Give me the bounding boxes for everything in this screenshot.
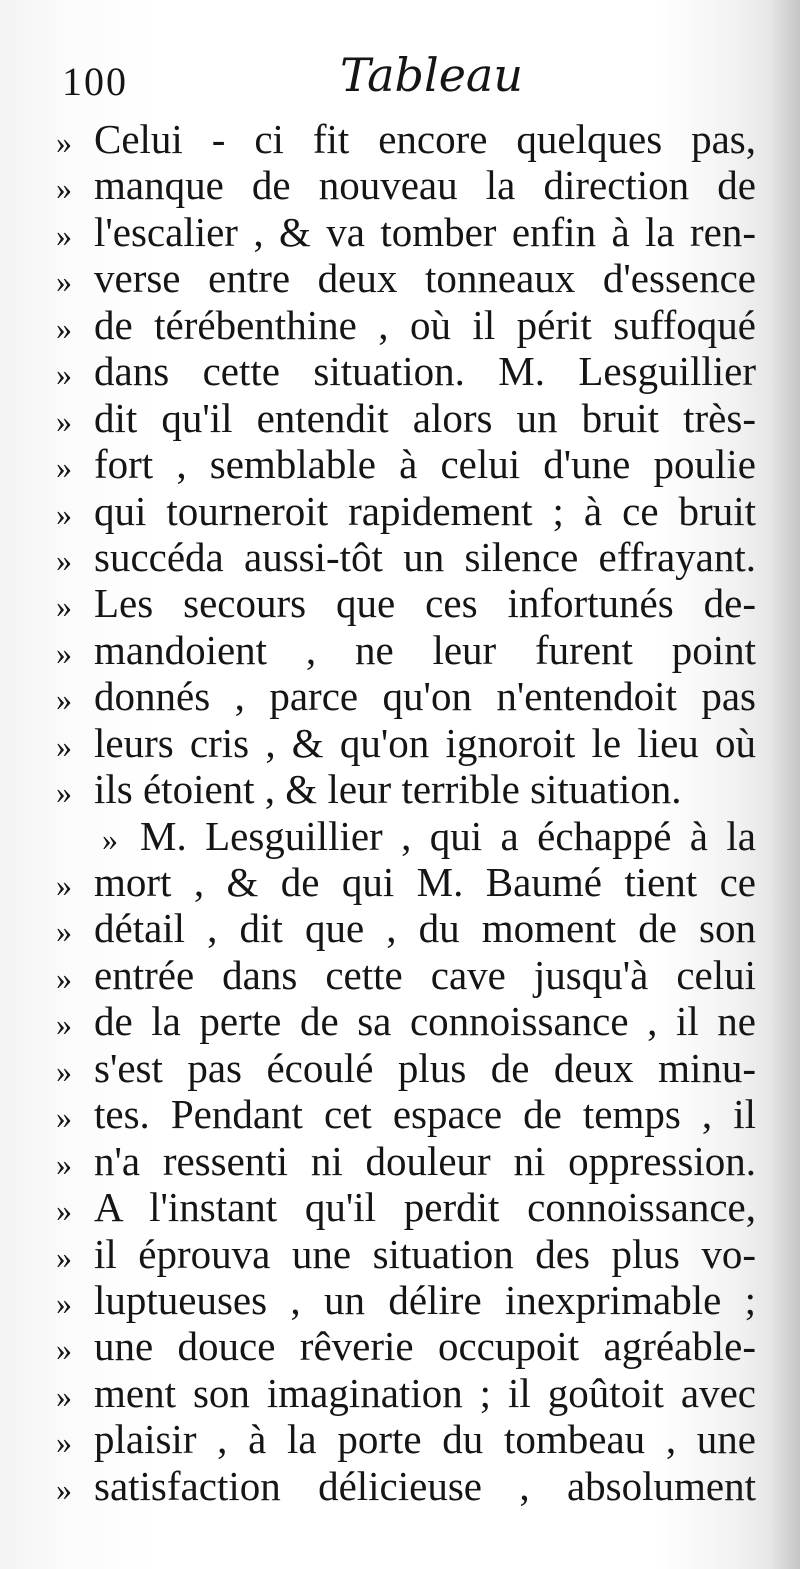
quote-mark: » xyxy=(56,1284,72,1321)
line-text: plaisir , à la porte du tombeau , une xyxy=(94,1416,756,1463)
line-text: Celui - ci fit encore quelques pas, xyxy=(94,116,756,162)
line-text: s'est pas écoulé plus de deux minu- xyxy=(94,1044,756,1091)
line-text: l'escalier , & va tomber enfin à la ren- xyxy=(94,208,756,255)
line-text: une douce rêverie occupoit agréable- xyxy=(94,1323,756,1370)
line-text: dans cette situation. M. Lesguillier xyxy=(94,348,756,395)
quote-mark: » xyxy=(56,727,72,764)
text-line xyxy=(56,580,756,626)
line-text: M. Lesguillier , qui a échappé à la xyxy=(140,812,756,859)
quote-mark: » xyxy=(56,1377,72,1414)
line-text: leurs cris , & qu'on ignoroit le lieu où xyxy=(94,719,756,766)
quote-mark: » xyxy=(102,820,118,857)
line-text: dit qu'il entendit alors un bruit très- xyxy=(94,394,756,441)
quote-mark: » xyxy=(56,681,72,718)
quote-mark: » xyxy=(56,588,72,625)
quote-mark: » xyxy=(56,449,72,486)
page-header xyxy=(62,48,742,106)
quote-mark: » xyxy=(56,356,72,393)
line-text: succéda aussi-tôt un silence effrayant. xyxy=(94,533,756,580)
quote-mark: » xyxy=(56,263,72,300)
body-text xyxy=(56,116,756,1509)
text-line xyxy=(56,209,756,255)
text-line xyxy=(56,952,756,998)
quote-mark: » xyxy=(56,124,72,160)
line-text: verse entre deux tonneaux d'essence xyxy=(94,255,756,302)
line-text: A l'instant qu'il perdit connoissance, xyxy=(94,1184,756,1231)
line-text: de la perte de sa connoissance , il ne xyxy=(94,998,756,1045)
text-line xyxy=(56,1091,756,1137)
line-text: entrée dans cette cave jusqu'à celui xyxy=(94,951,756,998)
quote-mark: » xyxy=(56,1006,72,1043)
text-line xyxy=(56,162,756,208)
quote-mark: » xyxy=(56,1145,72,1182)
running-title: Tableau xyxy=(340,48,523,102)
text-line xyxy=(56,348,756,394)
line-text: qui tourneroit rapidement ; à ce bruit xyxy=(94,487,756,534)
quote-mark: » xyxy=(56,1192,72,1229)
line-text: n'a ressenti ni douleur ni oppression. xyxy=(94,1137,756,1184)
text-line xyxy=(56,1370,756,1416)
text-line xyxy=(56,1231,756,1277)
line-text: il éprouva une situation des plus vo- xyxy=(94,1230,756,1277)
quote-mark: » xyxy=(56,216,72,253)
text-line xyxy=(56,905,756,951)
quote-mark: » xyxy=(56,634,72,671)
quote-mark: » xyxy=(56,309,72,346)
text-line xyxy=(56,488,756,534)
quote-mark: » xyxy=(56,1052,72,1089)
text-line xyxy=(56,1138,756,1184)
text-line xyxy=(56,302,756,348)
quote-mark: » xyxy=(56,170,72,207)
line-text: ils étoient , & leur terrible situation. xyxy=(94,766,682,813)
quote-mark: » xyxy=(56,1331,72,1368)
text-line xyxy=(56,998,756,1044)
text-line xyxy=(56,395,756,441)
line-text: mandoient , ne leur furent point xyxy=(94,626,756,673)
text-line xyxy=(56,1184,756,1230)
quote-mark: » xyxy=(56,541,72,578)
page-number: 100 xyxy=(62,59,128,104)
quote-mark: » xyxy=(56,959,72,996)
text-line xyxy=(56,673,756,719)
quote-mark: » xyxy=(56,495,72,532)
text-line xyxy=(56,534,756,580)
line-text: luptueuses , un délire inexprimable ; xyxy=(94,1276,756,1323)
quote-mark: » xyxy=(56,1424,72,1461)
line-text: détail , dit que , du moment de son xyxy=(94,905,756,952)
text-line xyxy=(56,627,756,673)
line-text: fort , semblable à celui d'une poulie xyxy=(94,441,756,488)
text-line xyxy=(56,813,756,859)
text-line xyxy=(56,255,756,301)
quote-mark: » xyxy=(56,1099,72,1136)
text-line xyxy=(56,766,756,812)
line-text: satisfaction délicieuse , absolument xyxy=(94,1462,756,1509)
quote-mark: » xyxy=(56,1470,72,1507)
quote-mark: » xyxy=(56,1238,72,1275)
quote-mark: » xyxy=(56,867,72,903)
quote-mark: » xyxy=(56,402,72,439)
line-text: mort , & de qui M. Baumé tient ce xyxy=(94,859,756,905)
quote-mark: » xyxy=(56,913,72,950)
line-text: ment son imagination ; il goûtoit avec xyxy=(94,1369,756,1416)
quote-mark: » xyxy=(56,774,72,811)
line-text: tes. Pendant cet espace de temps , il xyxy=(94,1091,756,1138)
text-line xyxy=(56,859,756,905)
text-line xyxy=(56,1463,756,1509)
line-text: Les secours que ces infortunés de- xyxy=(94,580,756,627)
text-line xyxy=(56,1416,756,1462)
line-text: donnés , parce qu'on n'entendoit pas xyxy=(94,673,756,720)
text-line xyxy=(56,116,756,162)
text-line xyxy=(56,1045,756,1091)
line-text: manque de nouveau la direction de xyxy=(94,162,756,209)
text-line xyxy=(56,720,756,766)
text-line xyxy=(56,1277,756,1323)
text-line xyxy=(56,441,756,487)
line-text: de térébenthine , où il périt suffoqué xyxy=(94,301,756,348)
text-line xyxy=(56,1323,756,1369)
